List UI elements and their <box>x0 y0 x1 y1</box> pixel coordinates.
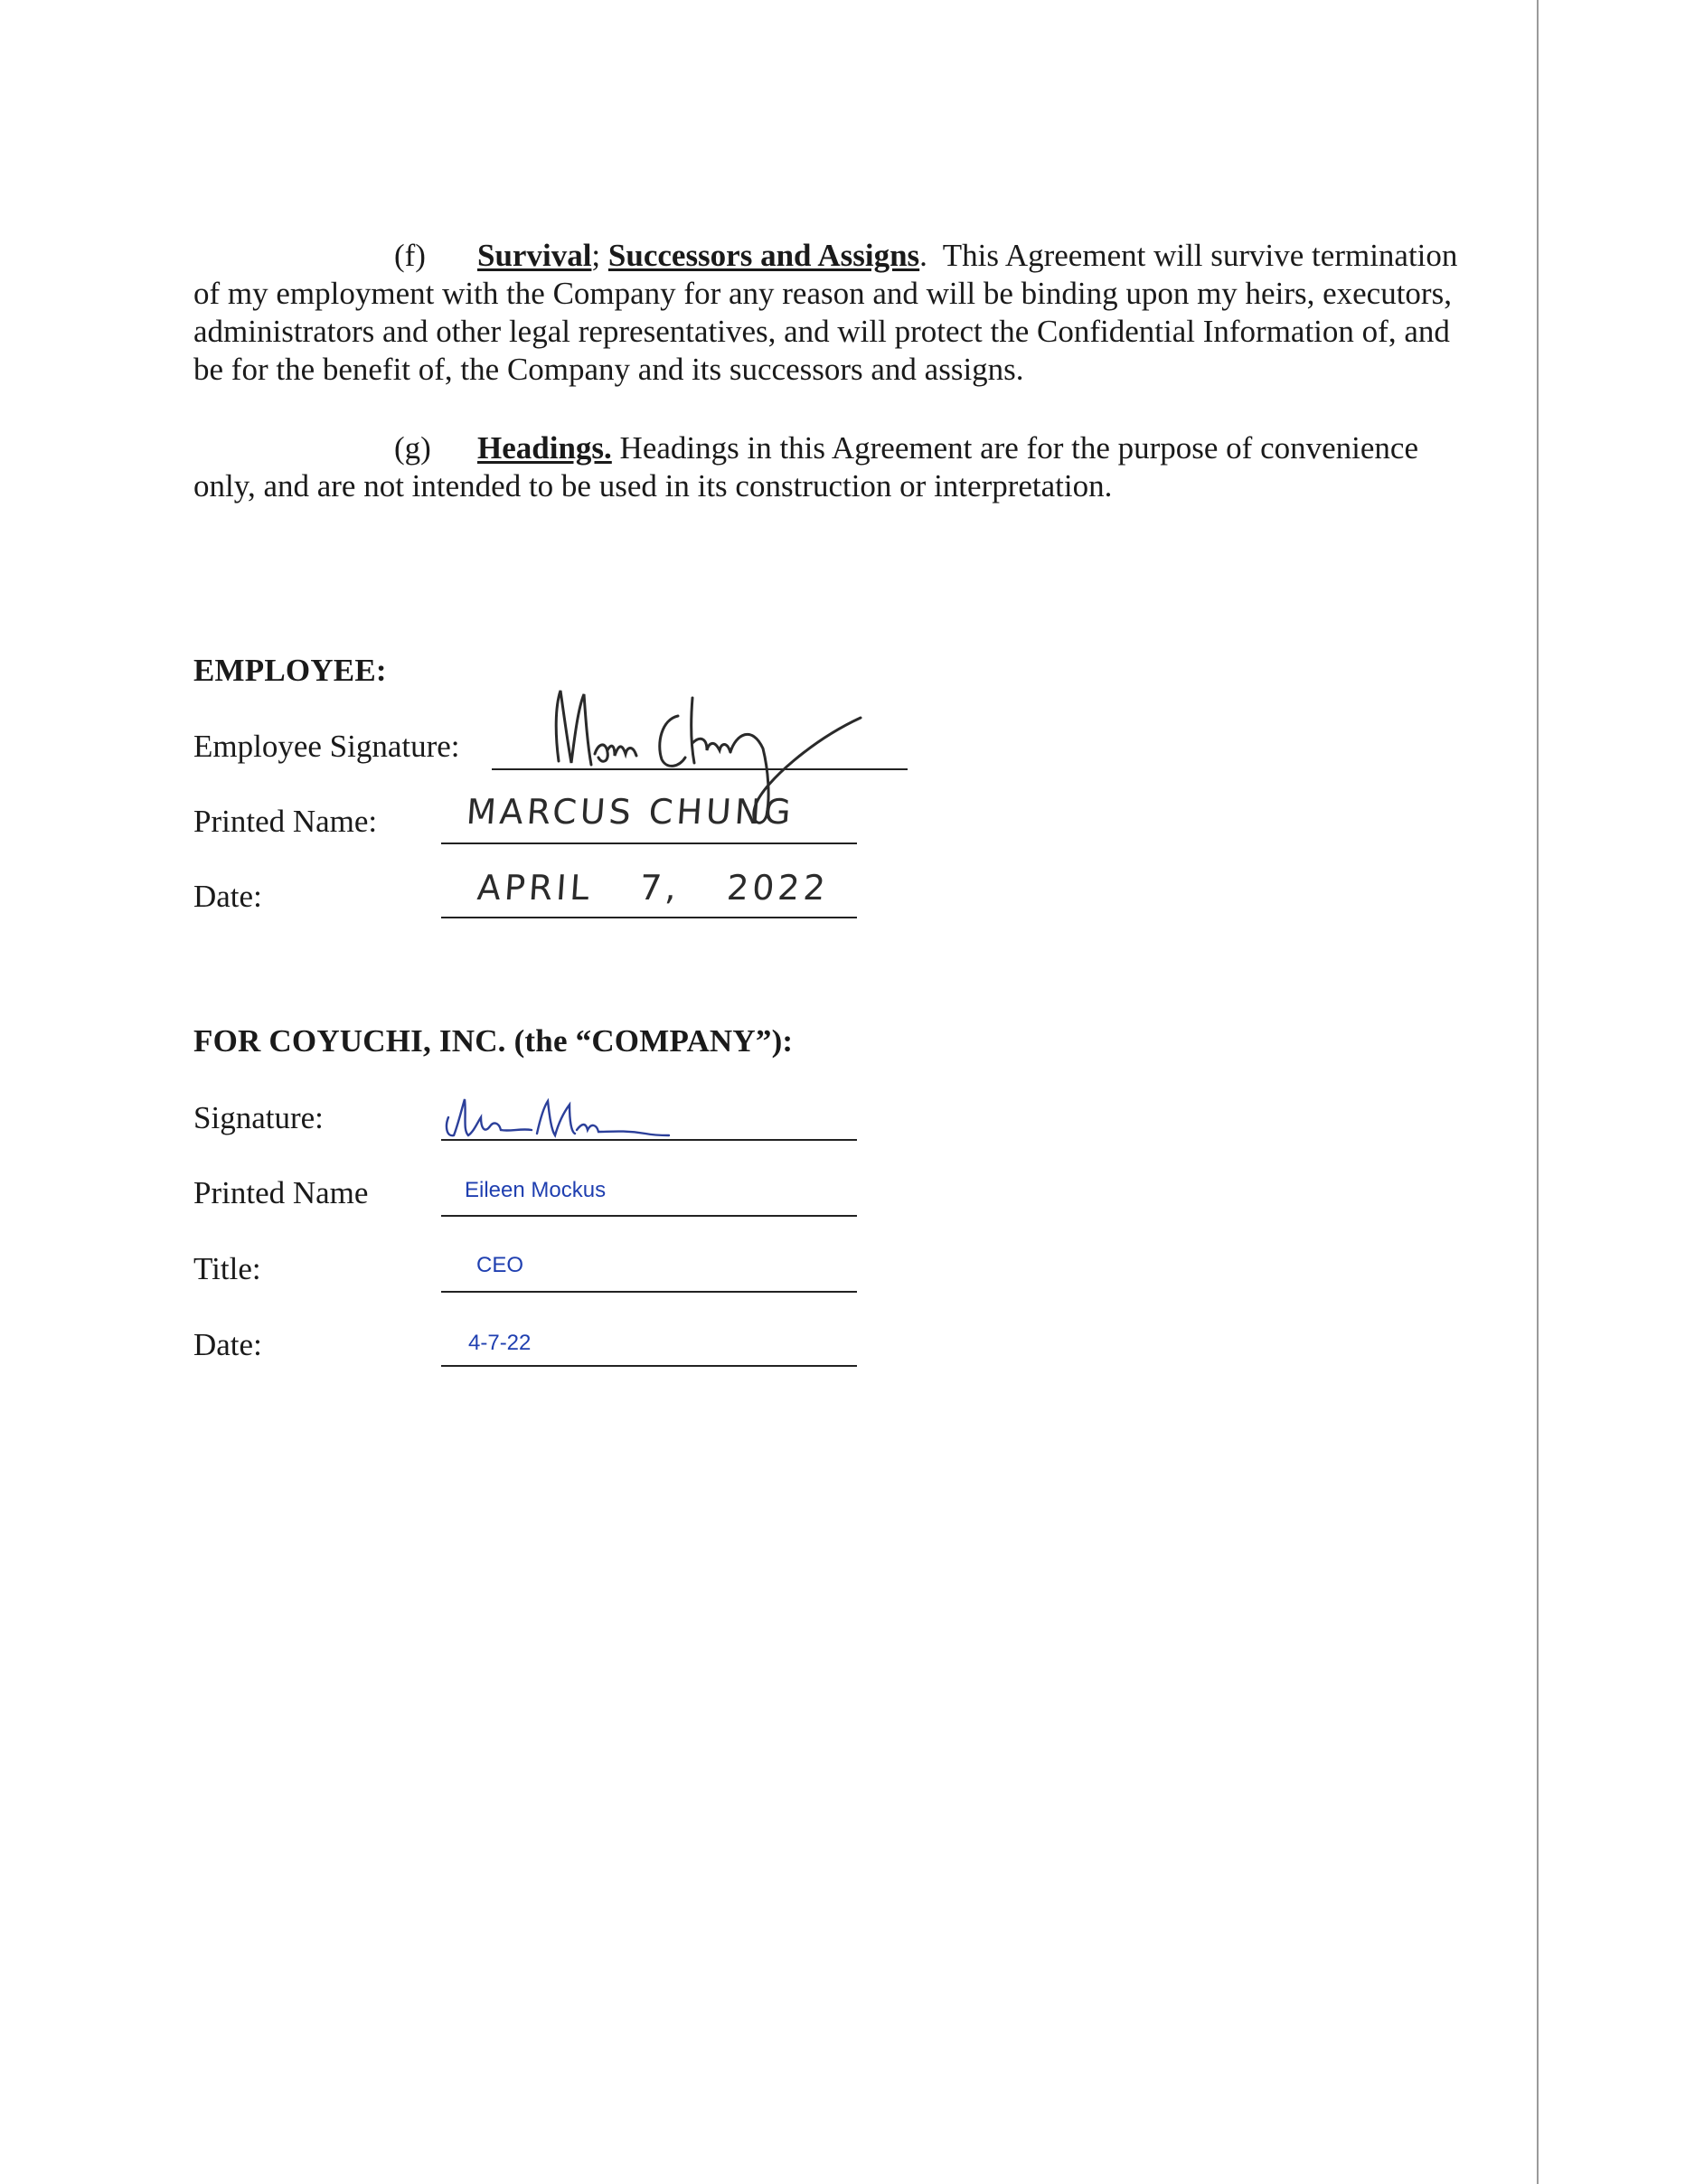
clause-f-label: (f) <box>394 238 426 273</box>
company-printed-name-line <box>441 1215 857 1217</box>
company-signature-label: Signature: <box>193 1100 324 1135</box>
clause-f <box>193 237 1477 389</box>
clause-f-heading-end: . <box>919 238 927 273</box>
clause-g-heading: Headings. <box>477 430 612 466</box>
company-heading: FOR COYUCHI, INC. (the “COMPANY”): <box>193 1023 794 1059</box>
company-title-value: CEO <box>476 1253 524 1277</box>
clause-f-heading-sep: ; <box>591 238 601 273</box>
company-signature-image <box>438 1090 673 1144</box>
clause-f-text: This Agreement will survive termination of my employment with the Company for any reason and will be binding upon my heirs, executors, administrators and other legal representatives, and will protect the Confidential Information of, and be for the benefit of, the Company and its successors and assigns. <box>193 238 1458 387</box>
company-title-label: Title: <box>193 1251 261 1286</box>
company-date-label: Date: <box>193 1327 262 1362</box>
employee-date-label: Date: <box>193 879 262 914</box>
employee-printed-name-label: Printed Name: <box>193 804 378 839</box>
company-date-line <box>441 1365 857 1367</box>
clause-f-heading-a: Survival <box>477 238 592 273</box>
employee-printed-name-line <box>441 843 857 844</box>
company-signature-line <box>441 1139 857 1141</box>
company-title-line <box>441 1291 857 1293</box>
company-date-value: 4-7-22 <box>468 1331 532 1355</box>
clause-g-label: (g) <box>394 430 431 466</box>
employee-heading: EMPLOYEE: <box>193 653 387 688</box>
clause-g-text: Headings in this Agreement are for the purpose of convenience only, and are not intended to be used in its construction or interpretation. <box>193 430 1418 504</box>
page-edge-divider <box>1537 0 1539 2184</box>
clause-g <box>193 429 1477 505</box>
company-printed-name-value: Eileen Mockus <box>465 1178 607 1202</box>
company-printed-name-label: Printed Name <box>193 1175 369 1210</box>
employee-date-line <box>441 917 857 918</box>
employee-signature-label: Employee Signature: <box>193 729 460 764</box>
employee-date-value: APRIL 7, 2022 <box>475 868 831 908</box>
employee-printed-name-value: MARCUS CHUNG <box>465 792 796 832</box>
clause-f-heading-b: Successors and Assigns <box>607 238 920 273</box>
